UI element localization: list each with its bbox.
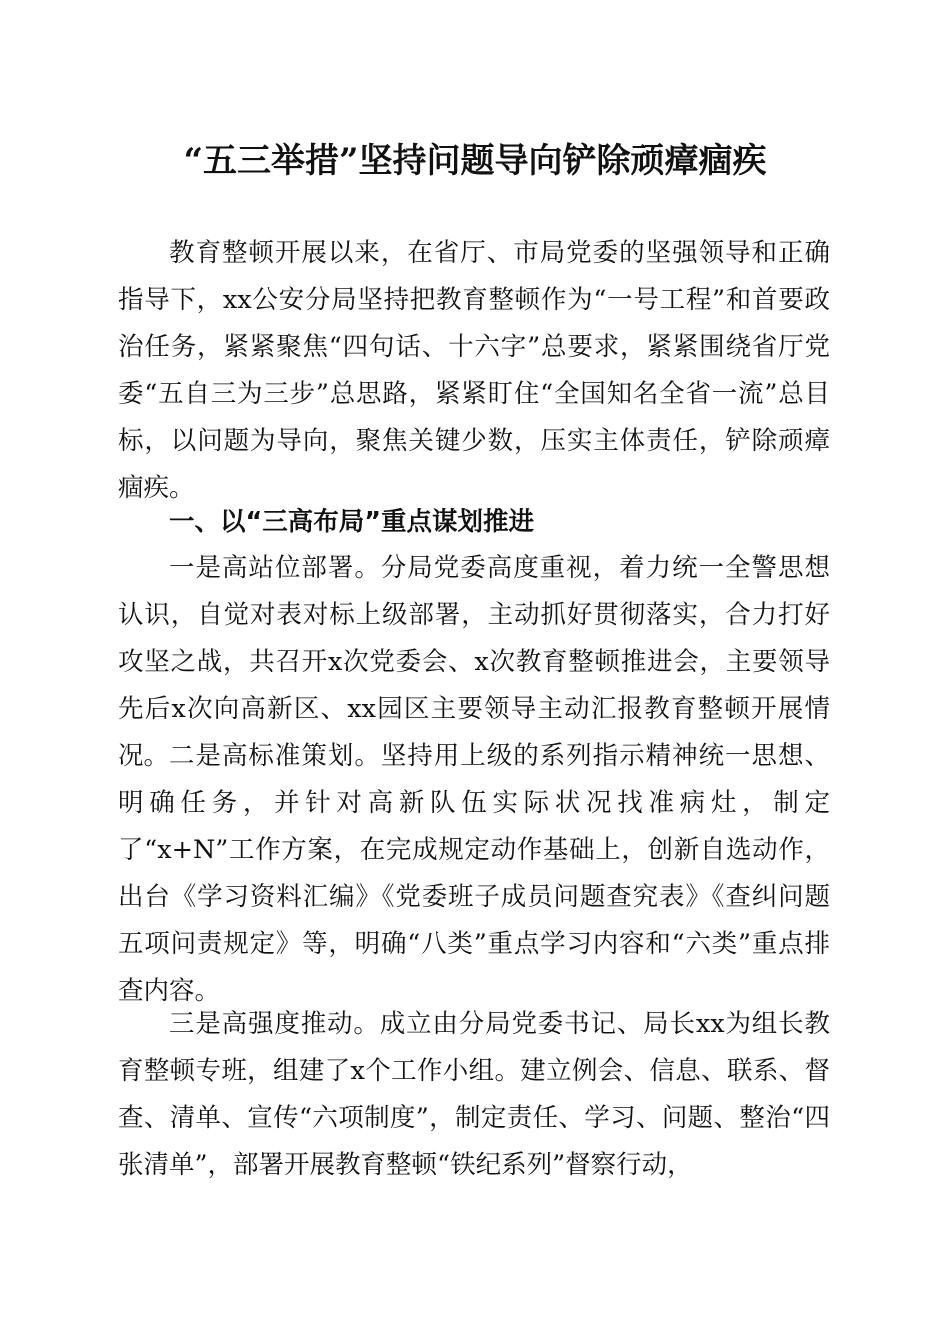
intro-paragraph: 教育整顿开展以来，在省厅、市局党委的坚强领导和正确指导下，xx公安分局坚持把教育整顿作为“一号工程”和首要政治任务，紧紧聚焦“四句话、十六字”总要求，紧紧围绕省厅党委“五自三为三步”总思路，紧紧盯住“全国知名全省一流”总目标，以问题为导向，聚焦关键少数，压实主体责任，铲除顽瘴痼疾。	[118, 238, 830, 503]
section-heading-1: 一、以“三高布局”重点谋划推进	[169, 507, 535, 537]
document-title: “五三举措”坚持问题导向铲除顽瘴痼疾	[183, 141, 767, 181]
paragraph-high-position-deployment: 一是高站位部署。分局党委高度重视，着力统一全警思想认识，自觉对表对标上级部署，主动抓好贯彻落实，合力打好攻坚之战，共召开x次党委会、x次教育整顿推进会，主要领导先后x次向高新区、xx园区主要领导主动汇报教育整顿开展情况。	[118, 553, 830, 771]
paragraph-high-intensity-promotion: 三是高强度推动。成立由分局党委书记、局长xx为组长教育整顿专班，组建了x个工作小组。建立例会、信息、联系、督查、清单、宣传“六项制度”，制定责任、学习、问题、整治“四张清单”，部署开展教育整顿“铁纪系列”督察行动，	[118, 1009, 830, 1180]
paragraph-high-standard-planning: 二是高标准策划。坚持用上级的系列指示精神统一思想、明确任务，并针对高新队伍实际状况找准病灶，制定了“x+N”工作方案，在完成规定动作基础上，创新自选动作，出台《学习资料汇编》《党委班子成员问题查究表》《查纠问题五项问责规定》等，明确“八类”重点学习内容和“六类”重点排查内容。	[118, 741, 830, 1006]
